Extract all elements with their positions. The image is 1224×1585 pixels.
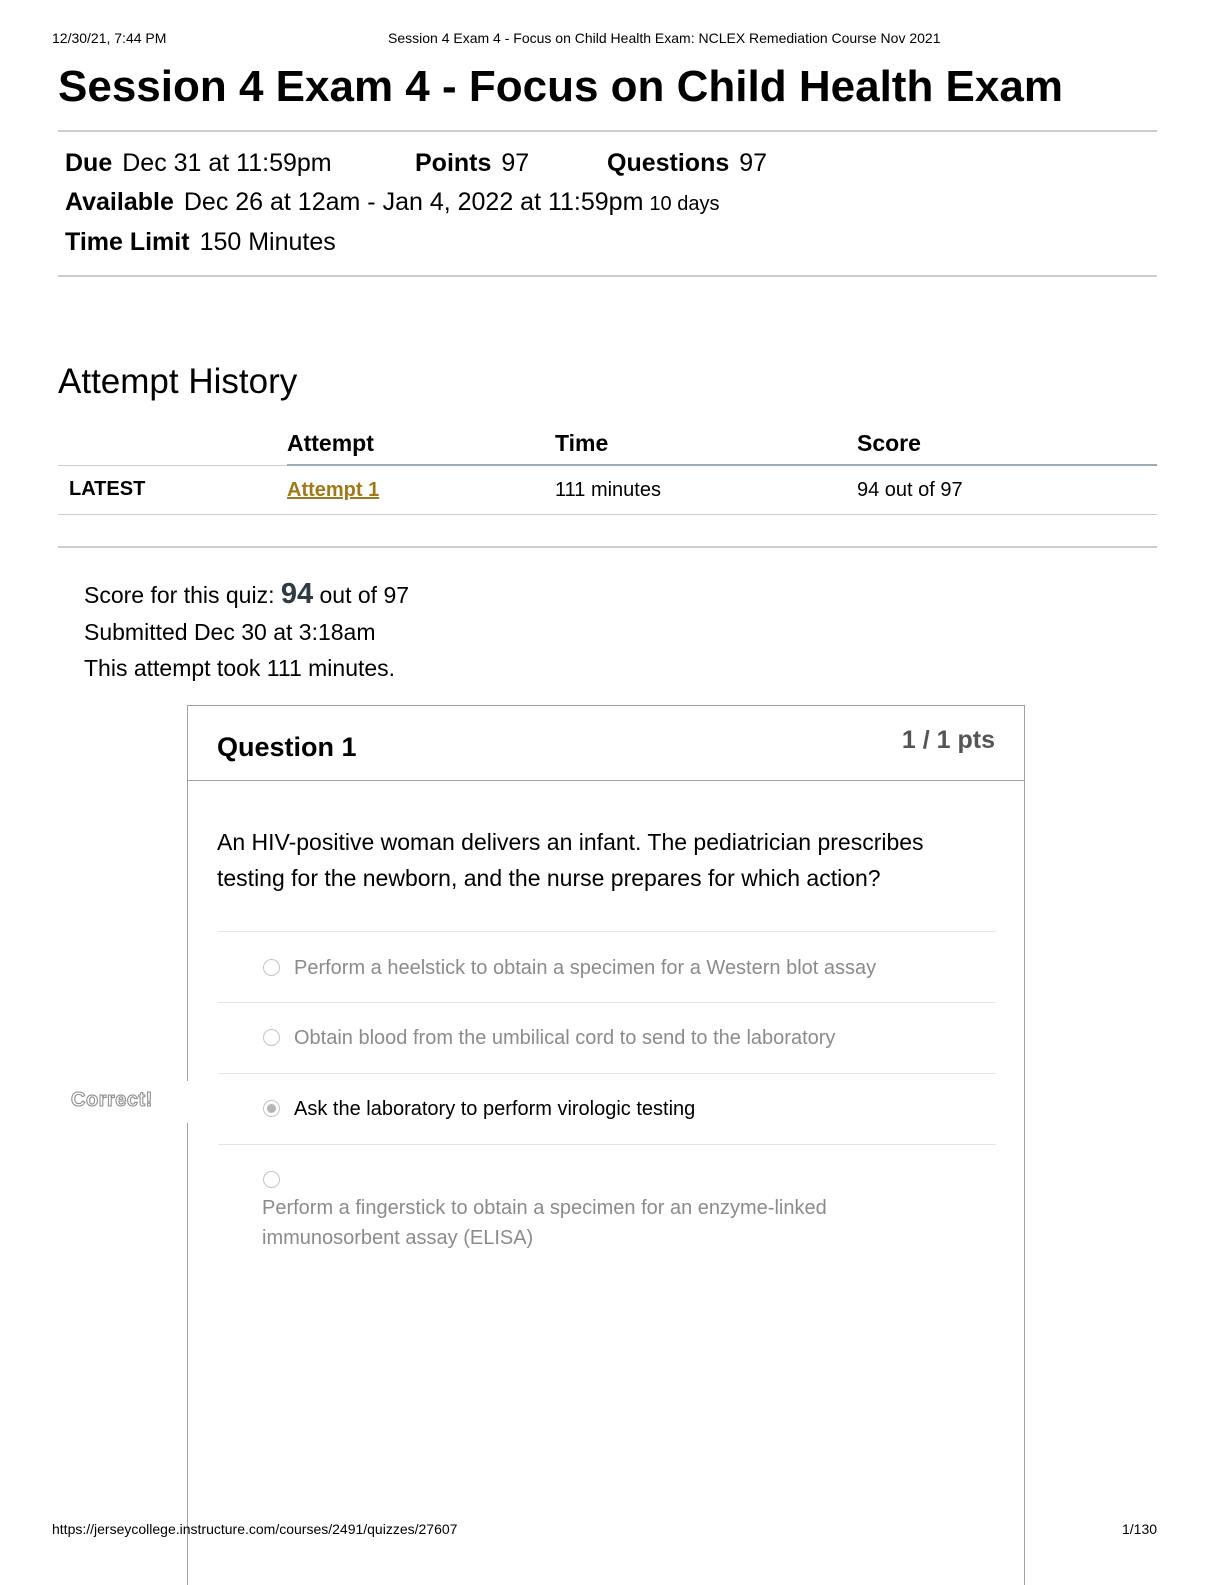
submitted-text: Submitted Dec 30 at 3:18am (84, 619, 376, 645)
title-divider (58, 130, 1157, 132)
attempt-time: 111 minutes (555, 465, 857, 515)
due-meta (65, 149, 332, 178)
header-attempt: Attempt (287, 422, 555, 465)
questions-label: Questions (607, 149, 730, 177)
print-url: https://jerseycollege.instructure.com/courses/2491/quizzes/27607 (52, 1521, 458, 1537)
score-value: 94 (280, 578, 314, 610)
question-header (188, 706, 1024, 781)
print-doc-title: Session 4 Exam 4 - Focus on Child Health Exam: NCLEX Remediation Course Nov 2021 (388, 30, 941, 46)
question-title: Question 1 (217, 732, 357, 762)
answer-label: Obtain blood from the umbilical cord to send to the laboratory (294, 1027, 836, 1049)
due-label: Due (65, 149, 113, 177)
points-value: 97 (501, 149, 530, 177)
attempt-link[interactable]: Attempt 1 (287, 478, 380, 501)
answer-option[interactable] (218, 931, 996, 1003)
answer-option-correct[interactable] (218, 1073, 996, 1145)
radio-button[interactable] (263, 1029, 280, 1046)
history-divider (58, 546, 1157, 548)
table-header-row (58, 422, 1157, 465)
attempt-score: 94 out of 97 (857, 465, 1157, 515)
correct-marker-gap (183, 1081, 191, 1123)
print-page-number: 1/130 (1122, 1521, 1158, 1537)
header-score: Score (857, 422, 1157, 465)
answer-label: Perform a heelstick to obtain a specimen for a Western blot assay (294, 957, 877, 979)
attempt-history-table (58, 422, 1157, 515)
answer-label: Ask the laboratory to perform virologic testing (294, 1098, 696, 1120)
time-limit-meta (65, 228, 336, 257)
available-days: 10 days (649, 193, 720, 215)
time-limit-value: 150 Minutes (199, 228, 336, 256)
question-points: 1 / 1 pts (901, 726, 995, 754)
correct-answer-flag: Correct! (71, 1089, 153, 1111)
question-card (187, 705, 1025, 1585)
points-meta (415, 149, 529, 178)
quiz-score (84, 578, 409, 611)
radio-button[interactable] (263, 959, 280, 976)
available-value: Dec 26 at 12am - Jan 4, 2022 at 11:59pm (183, 188, 644, 216)
answer-label-line1: Perform a fingerstick to obtain a specimen for an enzyme-linked (262, 1197, 827, 1219)
header-status (58, 422, 287, 465)
attempt-history-title: Attempt History (58, 362, 298, 401)
available-label: Available (65, 188, 174, 216)
available-meta (65, 188, 719, 217)
score-prefix: Score for this quiz: (84, 582, 281, 608)
answer-option[interactable] (218, 1002, 996, 1074)
attempt-status: LATEST (58, 465, 287, 515)
radio-button[interactable] (263, 1171, 280, 1188)
meta-divider (58, 275, 1157, 277)
due-value: Dec 31 at 11:59pm (122, 149, 332, 177)
points-label: Points (415, 149, 492, 177)
answer-option[interactable] (218, 1144, 996, 1265)
question-text: An HIV-positive woman delivers an infant. The pediatrician prescribes testing for the newborn, and the nurse prepares for which action? (217, 829, 924, 891)
time-limit-label: Time Limit (65, 228, 190, 256)
duration-text: This attempt took 111 minutes. (84, 655, 396, 681)
print-datetime: 12/30/21, 7:44 PM (52, 30, 167, 46)
questions-value: 97 (739, 149, 768, 177)
header-time: Time (555, 422, 857, 465)
radio-button-selected[interactable] (263, 1100, 280, 1117)
answer-label-line2: immunosorbent assay (ELISA) (262, 1227, 534, 1249)
table-row (58, 465, 1157, 515)
page-title: Session 4 Exam 4 - Focus on Child Health Exam (58, 62, 1063, 111)
questions-meta (607, 149, 767, 178)
attempt-cell (287, 465, 555, 515)
score-suffix: out of 97 (313, 582, 410, 608)
